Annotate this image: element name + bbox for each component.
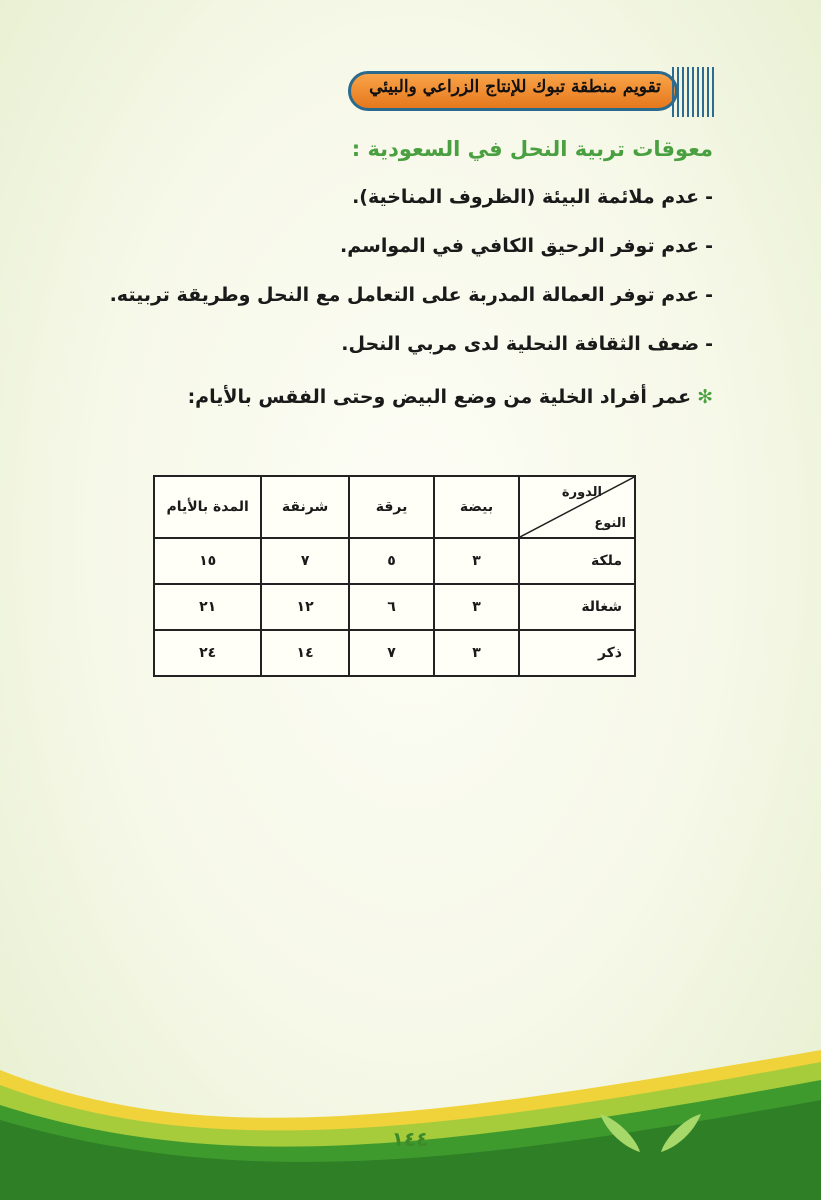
table-caption-text: عمر أفراد الخلية من وضع البيض وحتى الفقس بالأيام: [187,386,692,408]
banner-title: تقويم منطقة تبوك للإنتاج الزراعي والبيئي [369,77,661,97]
list-item-text: ضعف الثقافة النحلية لدى مربي النحل. [341,333,700,355]
table-row [154,630,635,676]
column-header: المدة بالأيام [154,476,261,538]
table-cell: ٢٤ [154,630,261,676]
corner-type-label: النوع [594,516,626,531]
table-row [154,584,635,630]
table-corner-cell [519,476,635,538]
table-caption [188,386,713,408]
list-item [109,284,713,333]
list-item-text: عدم ملائمة البيئة (الظروف المناخية). [352,186,700,208]
header-banner [348,67,716,117]
list-item-text: عدم توفر العمالة المدربة على التعامل مع النحل وطريقة تربيته. [109,284,700,306]
section-title: معوقات تربية النحل في السعودية : [351,137,713,161]
list-item [113,235,713,284]
table-cell: ٧ [349,630,434,676]
row-type-cell: ذكر [519,630,635,676]
table-cell: ٦ [349,584,434,630]
table-cell: ١٥ [154,538,261,584]
table-cell: ٧ [261,538,349,584]
table-cell: ٣ [434,538,518,584]
column-header: بيضة [434,476,518,538]
table-cell: ٣ [434,584,518,630]
table-cell: ٢١ [154,584,261,630]
table-cell: ١٢ [261,584,349,630]
table-cell: ١٤ [261,630,349,676]
list-item [113,186,713,235]
banner-stripes-icon [672,67,716,117]
list-item-text: عدم توفر الرحيق الكافي في المواسم. [340,235,700,257]
table-cell: ٣ [434,630,518,676]
obstacles-list [109,186,713,382]
leaf-ornament-icon [645,1108,705,1156]
dash-icon: - [705,284,713,306]
column-header: يرقة [349,476,434,538]
row-type-cell: شغالة [519,584,635,630]
page-number: ١٤٤ [391,1127,429,1151]
table-cell: ٥ [349,538,434,584]
dash-icon: - [705,235,713,257]
row-type-cell: ملكة [519,538,635,584]
column-header: شرنقة [261,476,349,538]
dash-icon: - [705,186,713,208]
table-header-row [154,476,635,538]
table-row [154,538,635,584]
corner-cycle-label: الدورة [561,485,602,500]
dash-icon: - [705,333,713,355]
list-item [113,333,713,382]
life-cycle-table [153,475,636,677]
asterisk-icon: ✻ [697,386,713,408]
